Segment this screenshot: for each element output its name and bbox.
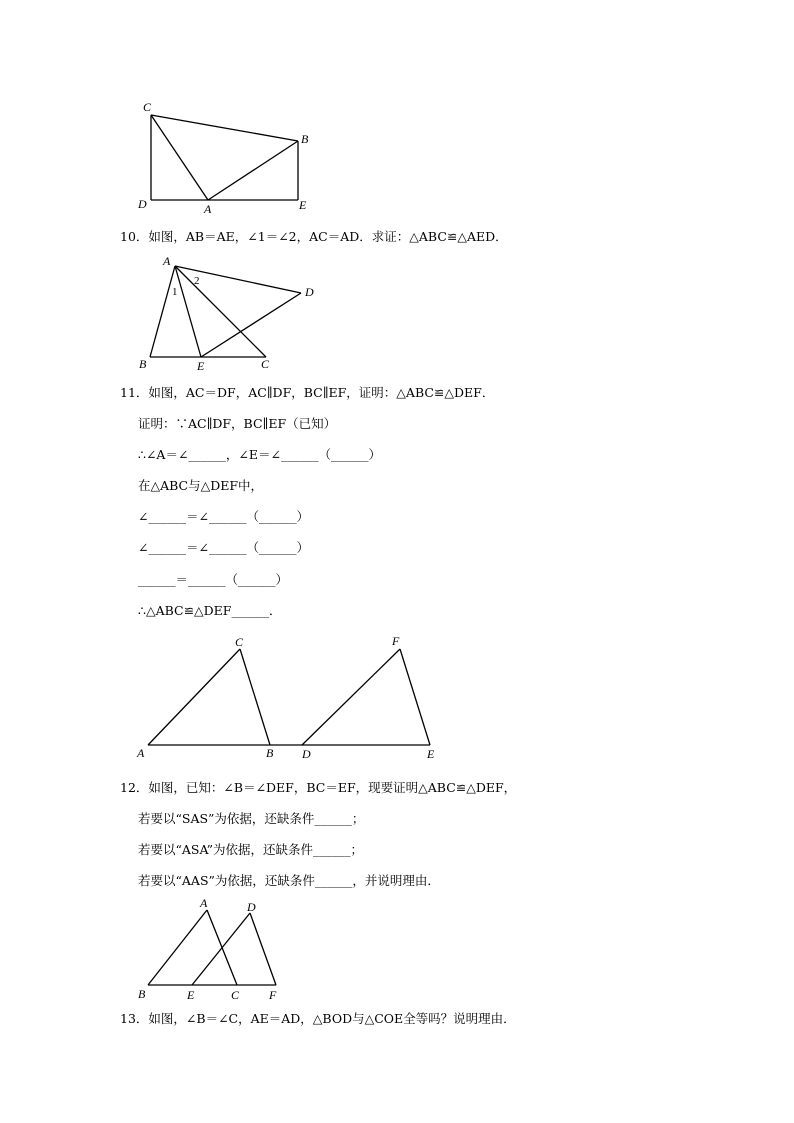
segment-ba	[148, 910, 207, 985]
q12-condition-sas: 若要以“SAS”为依据，还缺条件______；	[138, 811, 365, 826]
question-10: 10．如图，AB＝AE，∠1＝∠2，AC＝AD．求证：△ABC≌△AED．	[120, 229, 508, 244]
label-c: C	[231, 988, 240, 1002]
proof-line-6: ______＝______（______）	[138, 572, 289, 587]
segment-ed	[192, 913, 250, 985]
question-13: 13．如图，∠B＝∠C，AE＝AD，△BOD与△COE全等吗？说明理由．	[120, 1011, 516, 1026]
label-a: A	[163, 254, 171, 268]
proof-line-3: 在△ABC与△DEF中，	[138, 478, 264, 493]
label-a: A	[200, 896, 208, 910]
segment-df	[250, 913, 276, 985]
angle-1-label: 1	[172, 286, 178, 298]
question-11: 11．如图，AC＝DF，AC∥DF，BC∥EF，证明：△ABC≌△DEF．	[120, 385, 495, 400]
label-e: E	[427, 747, 435, 761]
label-c: C	[261, 357, 270, 371]
label-b: B	[139, 357, 147, 371]
label-c: C	[143, 100, 152, 114]
question-12: 12．如图，已知：∠B＝∠DEF，BC＝EF，现要证明△ABC≌△DEF，	[120, 780, 517, 795]
label-e: E	[299, 198, 307, 212]
label-f: F	[269, 988, 277, 1002]
q12-condition-asa: 若要以“ASA”为依据，还缺条件______；	[138, 842, 364, 857]
label-d: D	[302, 747, 311, 761]
proof-line-4: ∠______＝∠______（______）	[138, 509, 309, 524]
label-a: A	[204, 202, 212, 216]
label-e: E	[197, 359, 205, 373]
proof-line-5: ∠______＝∠______（______）	[138, 540, 309, 555]
proof-line-7: ∴△ABC≌△DEF______．	[138, 603, 282, 618]
q12-condition-aas: 若要以“AAS”为依据，还缺条件______，并说明理由．	[138, 873, 440, 888]
label-b: B	[301, 132, 309, 146]
label-d: D	[305, 285, 314, 299]
label-a: A	[137, 746, 145, 760]
label-d: D	[138, 197, 147, 211]
proof-line-1: 证明：∵AC∥DF，BC∥EF（已知）	[138, 416, 337, 431]
label-d: D	[247, 900, 256, 914]
label-c: C	[235, 635, 244, 649]
label-e: E	[187, 988, 195, 1002]
label-b: B	[138, 987, 146, 1001]
label-f: F	[392, 634, 400, 648]
angle-2-label: 2	[194, 275, 200, 287]
proof-line-2: ∴∠A＝∠______，∠E＝∠______（______）	[138, 447, 381, 462]
label-b: B	[266, 746, 274, 760]
